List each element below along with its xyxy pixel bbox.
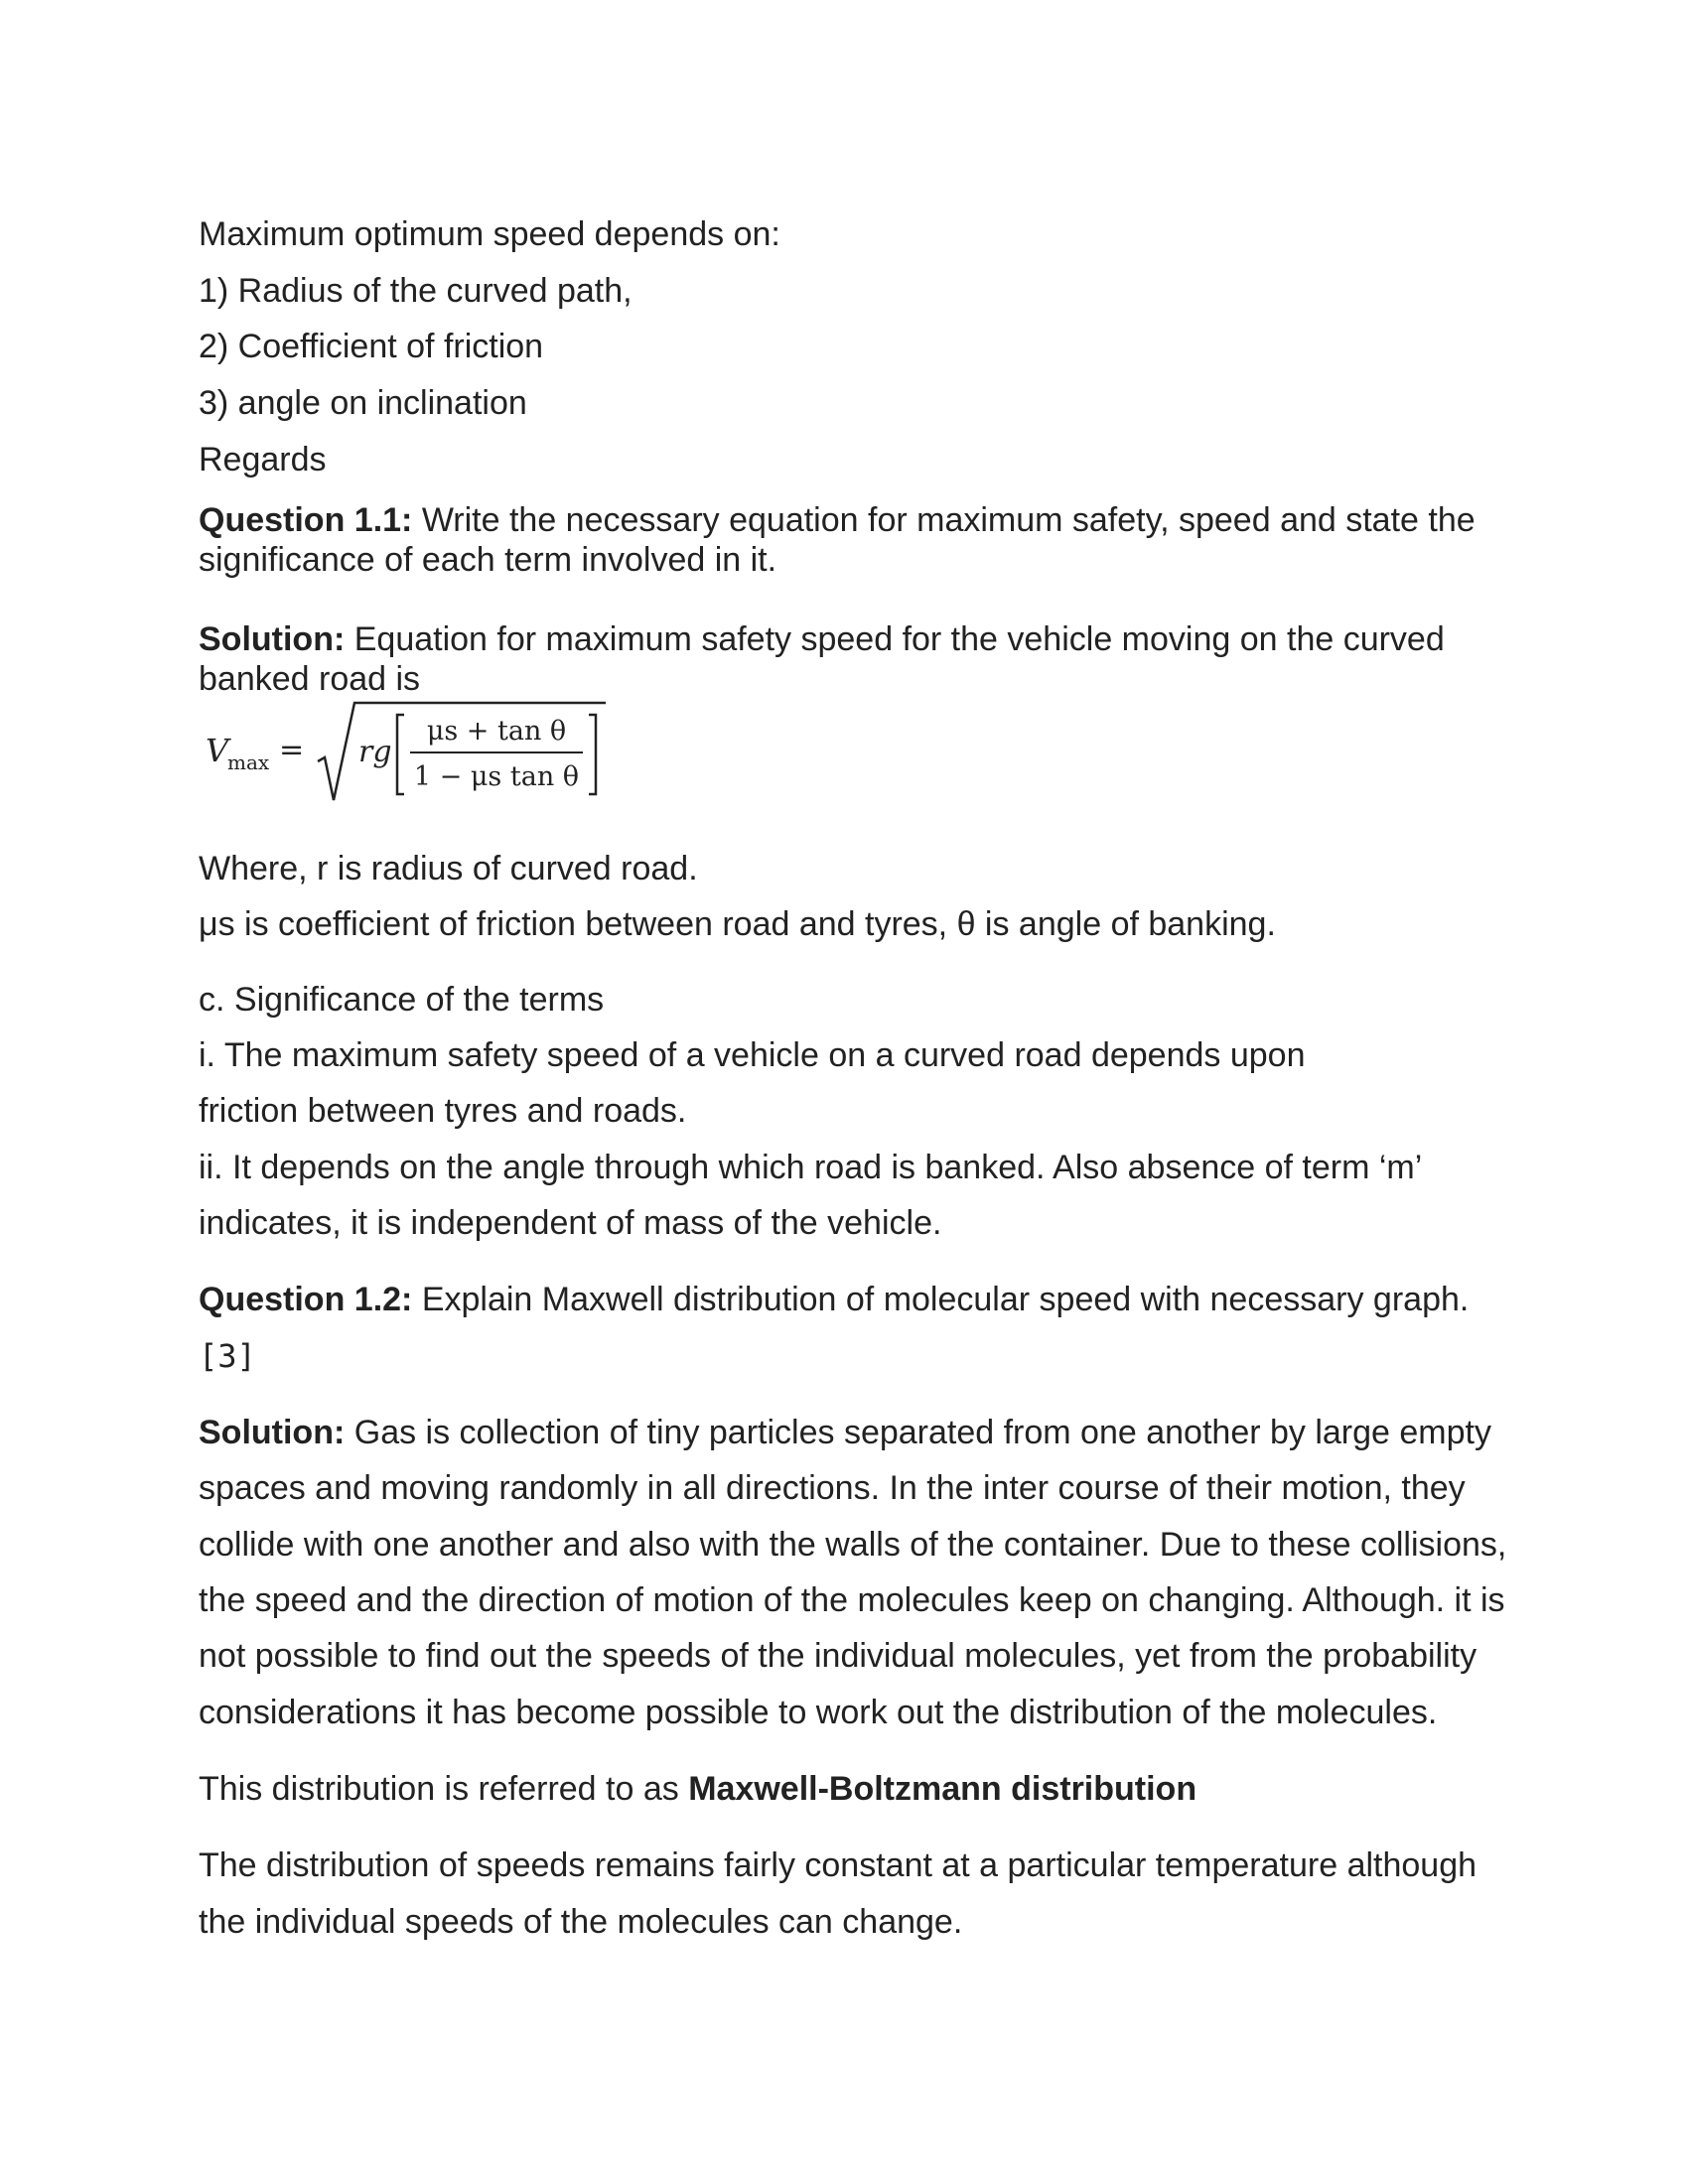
significance-heading: c. Significance of the terms [199,981,605,1019]
list-item: 2) Coefficient of friction [199,328,544,365]
where-line: μs is coefficient of friction between road and tyres, θ is angle of banking. [199,905,1276,943]
intro-heading: Maximum optimum speed depends on: [199,215,780,253]
solution-text: Equation for maximum safety speed for the vehicle moving on the curved [345,620,1445,658]
significance-item: ii. It depends on the angle through which road is banked. Also absence of term ‘m’ [199,1149,1423,1186]
solution-line: not possible to find out the speeds of the individual molecules, yet from the probability [199,1637,1477,1675]
distribution-name: Maxwell-Boltzmann distribution [688,1770,1197,1808]
question-label: Question 1.2: [199,1281,413,1318]
question-text: Write the necessary equation for maximum safety, speed and state the [412,501,1476,539]
formula-equals: = [279,733,305,767]
closing-line: The distribution of speeds remains fairly constant at a particular temperature although [199,1846,1477,1884]
solution-line: the speed and the direction of motion of the molecules keep on changing. Although. it is [199,1581,1505,1619]
solution-text: Gas is collection of tiny particles separated from one another by large empty [345,1414,1491,1451]
solution-label: Solution: [199,1414,346,1451]
solution-1-2 [199,1411,1491,1454]
list-item: 1) Radius of the curved path, [199,272,633,310]
solution-text-continued: banked road is [199,660,421,698]
significance-item: friction between tyres and roads. [199,1092,687,1130]
solution-1-1 [199,617,1445,661]
closing-line: the individual speeds of the molecules can change. [199,1903,963,1941]
formula-svg [204,700,616,814]
significance-item: indicates, it is independent of mass of the vehicle. [199,1204,942,1242]
significance-item: i. The maximum safety speed of a vehicle on a curved road depends upon [199,1036,1306,1074]
where-line: Where, r is radius of curved road. [199,850,698,887]
sign-off: Regards [199,441,327,478]
left-bracket [397,715,404,794]
question-1-2 [199,1278,1469,1321]
marks-label: [3] [199,1337,256,1375]
formula-v: V [206,732,229,769]
solution-label: Solution: [199,620,346,658]
solution-line: collide with one another and also with the walls of the container. Due to these collisions, [199,1526,1507,1564]
question-text-continued: significance of each term involved in it. [199,541,777,579]
formula-numerator: μs + tan θ [426,716,567,747]
question-1-1 [199,498,1476,542]
formula-rg: rg [358,735,392,769]
solution-line: spaces and moving randomly in all directions. In the inter course of their motion, they [199,1469,1466,1507]
list-item: 3) angle on inclination [199,384,527,422]
question-label: Question 1.1: [199,501,413,539]
solution-line: considerations it has become possible to work out the distribution of the molecules. [199,1694,1438,1731]
question-text: Explain Maxwell distribution of molecular speed with necessary graph. [412,1281,1470,1318]
max-speed-formula [204,700,616,814]
formula-denominator: 1 − μs tan θ [413,761,580,792]
formula-subscript: max [227,751,270,774]
distribution-line [199,1767,1196,1811]
distribution-text: This distribution is referred to as [199,1770,689,1808]
right-bracket [589,715,596,794]
